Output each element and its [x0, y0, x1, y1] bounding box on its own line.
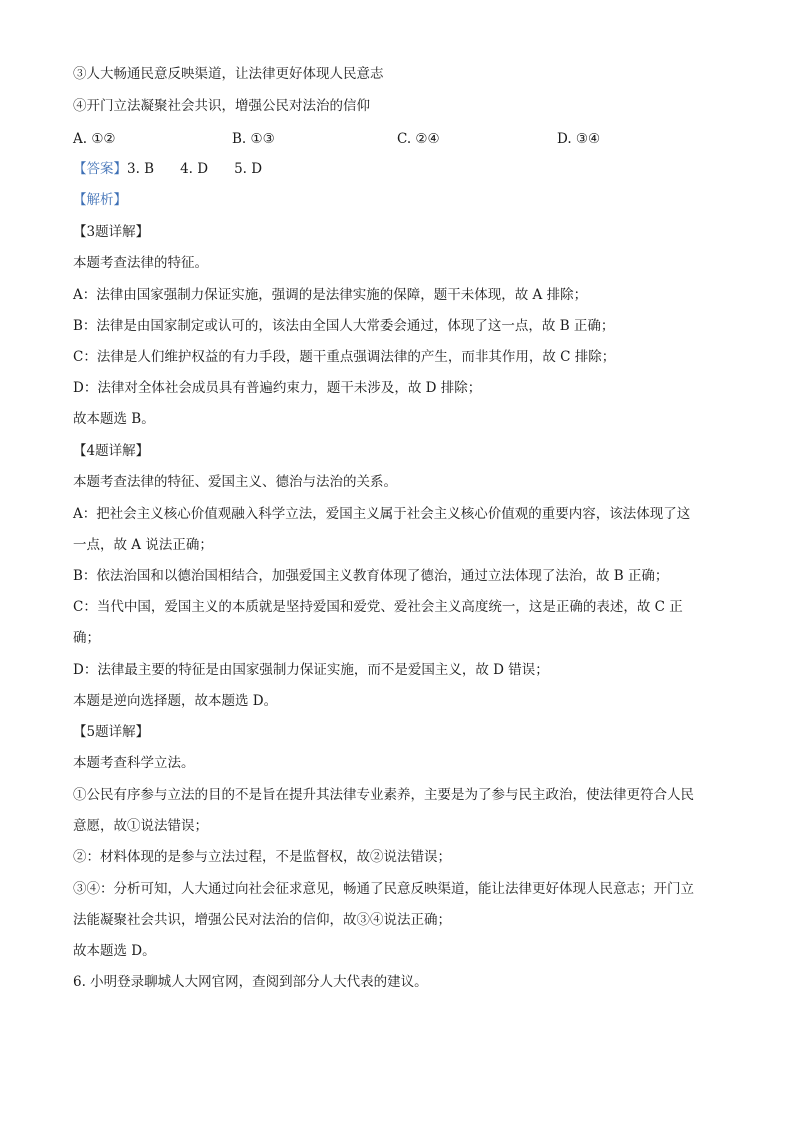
q5-conclusion: 故本题选 D。	[73, 943, 156, 959]
q4-option-a-line2: 一点，故 A 说法正确；	[73, 537, 213, 553]
q3-option-c: C：法律是人们维护权益的有力手段，题干重点强调法律的产生，而非其作用，故 C 排除；	[73, 349, 616, 365]
q5-item34-line2: 法能凝聚社会共识，增强公民对法治的信仰，故③④说法正确；	[73, 912, 451, 928]
q3-option-d: D：法律对全体社会成员具有普遍约束力，题干未涉及，故 D 排除；	[73, 380, 482, 396]
answer-5: 5. D	[234, 161, 263, 177]
q5-item2: ②：材料体现的是参与立法过程，不是监督权，故②说法错误；	[73, 849, 451, 865]
q3-option-a: A：法律由国家强制力保证实施，强调的是法律实施的保障，题干未体现，故 A 排除；	[73, 287, 588, 303]
q3-conclusion: 故本题选 B。	[73, 411, 155, 427]
q4-heading: 【4题详解】	[73, 443, 150, 459]
statement-4: ④开门立法凝聚社会共识，增强公民对法治的信仰	[73, 98, 370, 114]
q4-option-b: B：依法治国和以德治国相结合，加强爱国主义教育体现了德治，通过立法体现了法治，故 B 正确；	[73, 568, 669, 584]
q5-item1-line2: 意愿，故①说法错误；	[73, 818, 208, 834]
answer-tag: 【答案】	[73, 161, 127, 177]
q4-option-c-line1: C：当代中国，爱国主义的本质就是坚持爱国和爱党、爱社会主义高度统一，这是正确的表述，故 C 正	[73, 599, 683, 615]
answer-3: 3. B	[127, 161, 155, 177]
answer-line	[73, 159, 733, 179]
option-c: C. ②④	[397, 131, 440, 147]
q5-intro: 本题考查科学立法。	[73, 755, 195, 771]
option-a: A. ①②	[73, 131, 116, 147]
q3-heading: 【3题详解】	[73, 224, 150, 240]
option-d: D. ③④	[557, 131, 601, 147]
q4-conclusion: 本题是逆向选择题，故本题选 D。	[73, 693, 278, 709]
question-6: 6. 小明登录聊城人大网官网，查阅到部分人大代表的建议。	[73, 974, 428, 990]
analysis-tag: 【解析】	[73, 192, 127, 208]
q3-intro: 本题考查法律的特征。	[73, 255, 208, 271]
q5-item1-line1: ①公民有序参与立法的目的不是旨在提升其法律专业素养，主要是为了参与民主政治，使法律更符合人民	[73, 787, 694, 803]
answer-options	[73, 129, 733, 149]
q3-option-b: B：法律是由国家制定或认可的，该法由全国人大常委会通过，体现了这一点，故 B 正确；	[73, 318, 615, 334]
option-b: B. ①③	[232, 131, 275, 147]
q4-option-a-line1: A：把社会主义核心价值观融入科学立法，爱国主义属于社会主义核心价值观的重要内容，该法体现了这	[73, 506, 691, 522]
q4-option-d: D：法律最主要的特征是由国家强制力保证实施，而不是爱国主义，故 D 错误；	[73, 662, 549, 678]
q5-heading: 【5题详解】	[73, 724, 150, 740]
statement-3: ③人大畅通民意反映渠道，让法律更好体现人民意志	[73, 66, 384, 82]
answer-4: 4. D	[180, 161, 209, 177]
q5-item34-line1: ③④：分析可知，人大通过向社会征求意见，畅通了民意反映渠道，能让法律更好体现人民意志；开门立	[73, 881, 694, 897]
q4-option-c-line2: 确；	[73, 630, 100, 646]
q4-intro: 本题考查法律的特征、爱国主义、德治与法治的关系。	[73, 474, 397, 490]
